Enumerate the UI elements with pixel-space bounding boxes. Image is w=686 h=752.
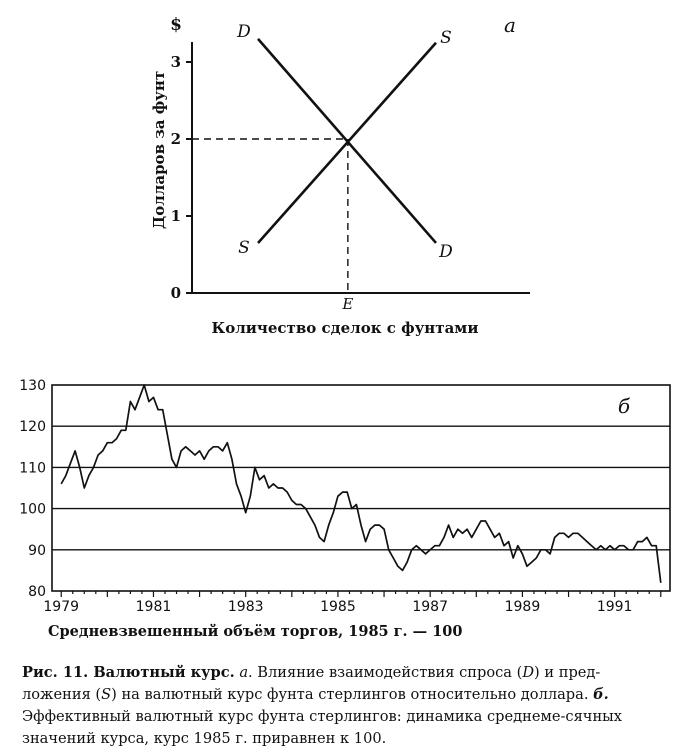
demand-label-end: D (439, 241, 453, 262)
caption-a-letter: а. (239, 664, 253, 681)
y-tick-label-b: 120 (19, 419, 46, 436)
plot-frame-b (52, 385, 670, 591)
x-tick-label-b: 1981 (135, 599, 172, 615)
x-tick-label-b: 1991 (596, 599, 633, 615)
y-tick-label-a: 0 (170, 284, 181, 302)
caption-prefix: Рис. 11. Валютный курс. (22, 664, 235, 681)
caption-a-text2: ) и пред-ложения ( (22, 664, 601, 703)
supply-label-end: S (440, 27, 452, 48)
y-tick-label-b: 110 (19, 460, 46, 477)
x-tick-label-b: 1987 (412, 599, 448, 615)
supply-label-start: S (238, 237, 250, 258)
caption-a-text3: ) на валютный курс фунта стерлингов относительно доллара. (111, 686, 589, 703)
equilibrium-label: E (342, 295, 354, 313)
y-unit-symbol: $ (170, 15, 182, 35)
caption-a-S: S (101, 686, 112, 703)
caption-b-text: Эффективный валютный курс фунта стерлингов: динамика среднеме-сячных значений курса, курс 1985 г. приравнен к 100. (22, 708, 623, 747)
x-axis-label-b: Средневзвешенный объём торгов, 1985 г. — 100 (48, 623, 463, 640)
y-tick-label-a: 1 (170, 207, 181, 225)
y-tick-label-b: 80 (28, 584, 46, 600)
x-tick-label-b: 1985 (320, 599, 356, 615)
y-tick-label-b: 90 (28, 542, 46, 559)
exchange-rate-chart (19, 378, 670, 640)
y-tick-label-a: 3 (170, 53, 181, 71)
y-tick-label-b: 100 (19, 501, 46, 518)
figure-caption (22, 662, 668, 750)
demand-label-start: D (237, 21, 251, 42)
supply-demand-chart (150, 13, 530, 337)
exchange-rate-line (61, 385, 661, 583)
y-tick-label-b: 130 (19, 378, 46, 394)
panel-label-a: а (504, 13, 516, 37)
caption-a-D: D (522, 664, 535, 681)
y-axis-label-a: Долларов за фунт (150, 70, 168, 230)
caption-a-text1: Влияние взаимодействия спроса ( (257, 664, 523, 681)
x-tick-label-b: 1989 (504, 599, 541, 615)
x-tick-label-b: 1983 (227, 599, 264, 615)
x-axis-label-a: Количество сделок с фунтами (211, 319, 479, 337)
x-tick-label-b: 1979 (43, 599, 80, 615)
caption-b-letter: б. (593, 686, 609, 703)
panel-label-b: б (617, 394, 631, 418)
y-tick-label-a: 2 (170, 130, 181, 148)
